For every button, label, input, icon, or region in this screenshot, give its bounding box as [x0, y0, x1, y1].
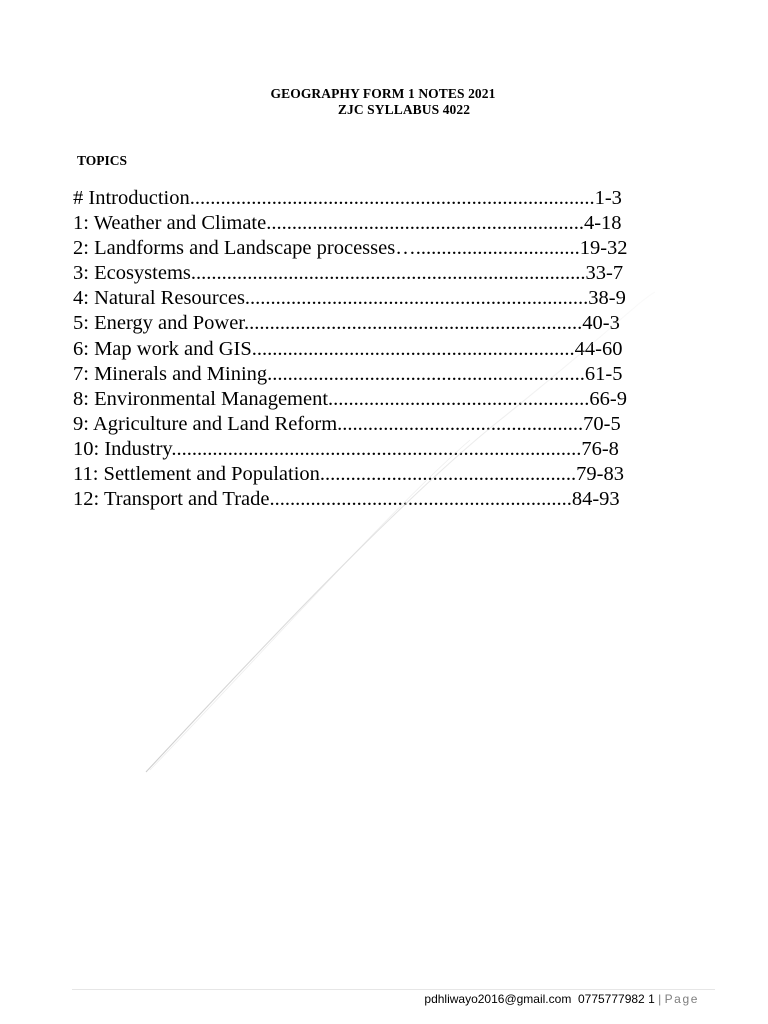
toc-entry-label: 7: Minerals and Mining [73, 362, 268, 385]
toc-entry-leader: ................................................ [337, 412, 584, 435]
footer-divider [72, 989, 715, 990]
topics-heading: TOPICS [77, 153, 128, 168]
toc-entry-label: 8: Environmental Management [73, 387, 329, 410]
document-title-line-2: ZJC SYLLABUS 4022 [337, 102, 471, 117]
toc-entry-leader: .................................................. [319, 463, 577, 486]
toc-entry-label: 3: Ecosystems [73, 262, 191, 285]
toc-entry [73, 286, 733, 311]
toc-entry-pages: 4-18 [583, 212, 622, 235]
toc-entry-label: 1: Weather and Climate [73, 212, 267, 235]
document-title [0, 86, 768, 118]
toc-entry-pages: 61-5 [584, 362, 623, 385]
toc-entry-pages: 33-7 [585, 262, 624, 285]
toc-entry-label: # Introduction [73, 187, 190, 209]
toc-entry [73, 186, 733, 211]
toc-entry [73, 337, 733, 362]
toc-entry-pages: 79-83 [576, 463, 624, 486]
toc-entry-leader: ............................................................................. [190, 262, 586, 285]
toc-entry-pages: 38-9 [588, 287, 626, 310]
toc-entry-label: 11: Settlement and Population [73, 463, 320, 486]
toc-entry-leader: ............................................................................... [189, 187, 595, 209]
footer-contact: pdhliwayo2016@gmail.com 0775777982 [424, 992, 649, 1006]
table-of-contents [73, 186, 733, 512]
toc-entry [73, 362, 733, 387]
footer-page-number: 1 [648, 992, 655, 1006]
footer-separator: | [658, 992, 662, 1006]
toc-entry [73, 462, 733, 487]
toc-entry-label: 10: Industry [73, 437, 172, 460]
toc-entry [73, 261, 733, 286]
footer-page-word: Page [664, 992, 699, 1006]
toc-entry-leader: .............................................................. [266, 212, 584, 235]
toc-entry [73, 412, 733, 437]
toc-entry-leader: ................................................................... [244, 287, 589, 310]
toc-entry-pages: 40-3 [582, 312, 620, 335]
toc-entry-leader: ............................................................... [251, 337, 575, 360]
toc-entry-leader: .............................................................. [267, 362, 585, 385]
toc-entry [73, 387, 733, 412]
toc-entry [73, 487, 733, 512]
toc-entry [73, 437, 733, 462]
toc-entry-pages: 44-60 [574, 337, 623, 360]
toc-entry-leader: ................................................... [328, 387, 590, 410]
toc-entry-pages: 66-9 [589, 387, 627, 410]
toc-entry [73, 211, 733, 236]
toc-entry-label: 9: Agriculture and Land Reform [73, 412, 338, 435]
toc-entry [73, 236, 733, 261]
toc-entry-label: 12: Transport and Trade [73, 488, 270, 511]
toc-entry-label: 4: Natural Resources [73, 287, 245, 310]
document-title-line-1: GEOGRAPHY FORM 1 NOTES 2021 [270, 86, 496, 101]
toc-entry-leader: .................................................................. [244, 312, 583, 335]
toc-entry-leader: …................................ [395, 237, 580, 260]
toc-entry-pages: 70-5 [583, 412, 621, 435]
toc-entry-pages: 1-3 [594, 187, 622, 209]
toc-entry-leader: ........................................................... [269, 488, 572, 511]
page-footer [424, 991, 699, 1007]
toc-entry-pages: 76-8 [581, 437, 619, 460]
toc-entry-label: 2: Landforms and Landscape processes [73, 237, 396, 260]
toc-entry-leader: ................................................................................ [171, 437, 582, 460]
toc-entry-pages: 19-32 [579, 237, 628, 260]
toc-entry-label: 5: Energy and Power [73, 312, 244, 335]
toc-entry [73, 311, 733, 336]
toc-entry-label: 6: Map work and GIS [73, 337, 252, 360]
toc-entry-pages: 84-93 [571, 488, 620, 511]
